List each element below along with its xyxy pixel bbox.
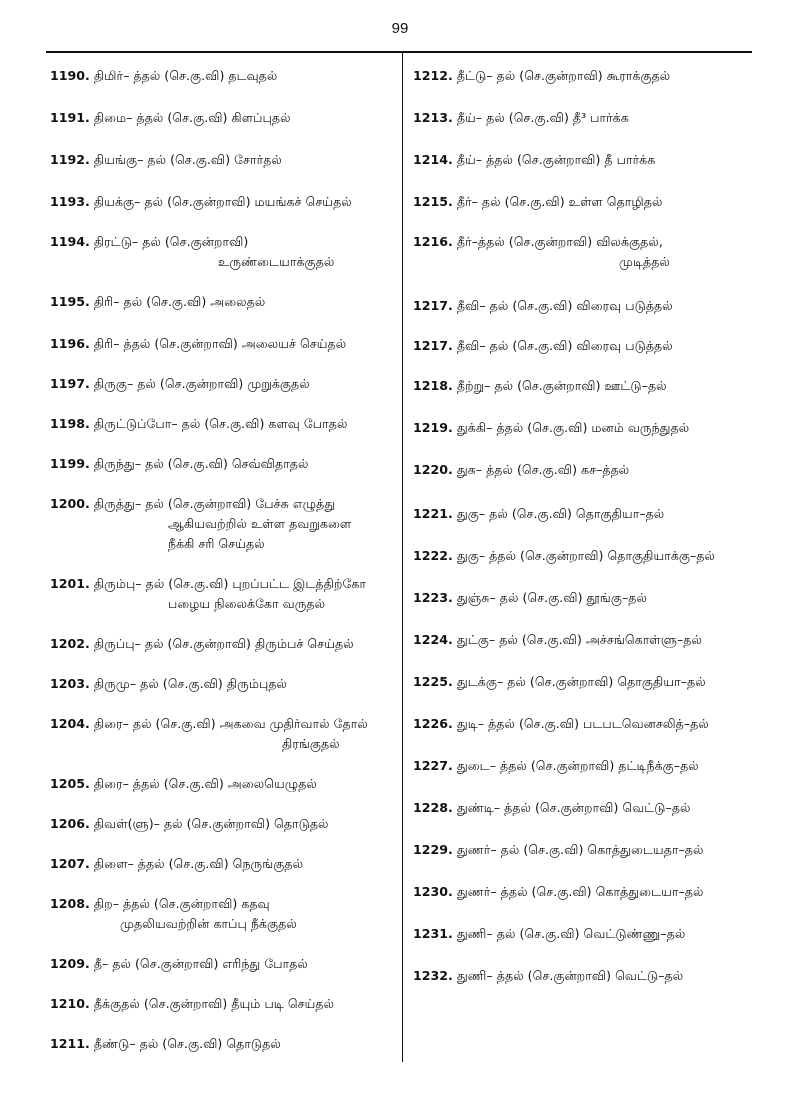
entry-text: திவள்(ளு)– தல் (செ.குன்றாவி) தொடுதல் [89,816,329,831]
entry-continuation: பழைய நிலைக்கோ வருதல் [168,596,326,611]
entry-number: 1201. [50,576,90,591]
entry-continuation: திரங்குதல் [282,736,340,751]
entry-text: தீய்– த்தல் (செ.குன்றாவி) தீ பார்க்க [452,152,656,167]
entry-number: 1208. [50,896,90,911]
entry-text: தியங்கு– தல் (செ.கு.வி) சோர்தல் [89,152,282,167]
entry-text: திருமு– தல் (செ.கு.வி) திரும்புதல் [89,676,287,691]
entry-text: திரி– தல் (செ.கு.வி) அலைதல் [89,294,266,309]
dictionary-entry [413,504,664,524]
entry-text: தீவி– தல் (செ.கு.வி) விரைவு படுத்தல் [452,338,673,353]
entry-number: 1228. [413,800,453,815]
entry-text: திரும்பு– தல் (செ.கு.வி) புறப்பட்ட இடத்திற்கோ [89,576,367,591]
dictionary-entry [413,66,670,86]
entry-number: 1210. [50,996,90,1011]
dictionary-entry [413,840,703,860]
dictionary-entry [413,630,702,650]
entry-number: 1191. [50,110,90,125]
entry-text: தீ– தல் (செ.குன்றாவி) எரிந்து போதல் [89,956,308,971]
dictionary-entry [413,192,662,212]
entry-number: 1217. [413,298,453,313]
dictionary-entry [50,1034,281,1054]
dictionary-entry [50,674,287,694]
entry-text: துடை– த்தல் (செ.குன்றாவி) தட்டிநீக்கு–தல் [452,758,699,773]
entry-number: 1199. [50,456,90,471]
entry-number: 1203. [50,676,90,691]
dictionary-entry [50,292,265,312]
entry-number: 1192. [50,152,90,167]
entry-continuation: உருண்டையாக்குதல் [218,254,335,269]
entry-number: 1225. [413,674,453,689]
dictionary-entry [50,894,297,934]
entry-number: 1224. [413,632,453,647]
entry-number: 1200. [50,496,90,511]
dictionary-entry [50,66,277,86]
dictionary-entry [413,756,699,776]
right-column [413,66,758,1066]
entry-number: 1204. [50,716,90,731]
entry-text: திரை– தல் (செ.கு.வி) அகவை முதிர்வால் தோல் [89,716,368,731]
entry-number: 1222. [413,548,453,563]
entry-text: தீக்குதல் (செ.குன்றாவி) தீயும் படி செய்தல் [89,996,335,1011]
dictionary-entry [50,574,366,614]
dictionary-entry [413,376,667,396]
entry-text: துஞ்சு– தல் (செ.கு.வி) தூங்கு–தல் [452,590,647,605]
entry-text: திருத்து– தல் (செ.குன்றாவி) பேச்சு எழுத்து [89,496,336,511]
entry-text: தீர்– தல் (செ.கு.வி) உள்ள தொழிதல் [452,194,663,209]
entry-text: துணி– த்தல் (செ.குன்றாவி) வெட்டு–தல் [452,968,684,983]
entry-number: 1213. [413,110,453,125]
entry-number: 1195. [50,294,90,309]
entry-text: திற– த்தல் (செ.குன்றாவி) கதவு [89,896,270,911]
entry-continuation: நீக்கி சரி செய்தல் [168,536,265,551]
dictionary-entry [413,232,670,272]
dictionary-entry [50,954,308,974]
entry-number: 1215. [413,194,453,209]
entry-number: 1207. [50,856,90,871]
entry-number: 1232. [413,968,453,983]
dictionary-entry [413,150,655,170]
dictionary-entry [50,414,347,434]
dictionary-entry [50,108,291,128]
entry-number: 1202. [50,636,90,651]
entry-number: 1205. [50,776,90,791]
entry-text: தீவி– தல் (செ.கு.வி) விரைவு படுத்தல் [452,298,673,313]
entry-text: தீற்று– தல் (செ.குன்றாவி) ஊட்டு–தல் [452,378,667,393]
entry-text: திரி– த்தல் (செ.குன்றாவி) அலையச் செய்தல் [89,336,347,351]
dictionary-entry [50,150,282,170]
dictionary-entry [50,494,351,554]
dictionary-entry [413,418,689,438]
entry-number: 1226. [413,716,453,731]
dictionary-entry [50,774,317,794]
entry-number: 1194. [50,234,90,249]
dictionary-entry [50,714,368,754]
entry-number: 1197. [50,376,90,391]
dictionary-entry [413,588,647,608]
dictionary-entry [50,634,354,654]
entry-text: துட்கு– தல் (செ.கு.வி) அச்சங்கொள்ளு–தல் [452,632,702,647]
dictionary-entry [50,334,346,354]
entry-text: துடக்கு– தல் (செ.குன்றாவி) தொகுதியா–தல் [452,674,706,689]
entry-text: திருப்பு– தல் (செ.குன்றாவி) திரும்பச் செய்தல் [89,636,354,651]
page-number: 99 [391,20,409,37]
dictionary-entry [413,798,690,818]
dictionary-entry [50,374,310,394]
entry-number: 1220. [413,462,453,477]
dictionary-entry [50,232,334,272]
entry-number: 1198. [50,416,90,431]
entry-text: தியக்கு– தல் (செ.குன்றாவி) மயங்கச் செய்தல் [89,194,352,209]
entry-number: 1219. [413,420,453,435]
entry-continuation: முதலியவற்றின் காப்பு நீக்குதல் [120,916,297,931]
left-column [50,66,395,1066]
dictionary-entry [50,994,334,1014]
entry-text: திருகு– தல் (செ.குன்றாவி) முறுக்குதல் [89,376,310,391]
entry-text: திரட்டு– தல் (செ.குன்றாவி) [89,234,249,249]
dictionary-entry [50,192,352,212]
dictionary-entry [413,460,629,480]
entry-continuation: முடித்தல் [619,254,670,269]
entry-text: திமிர்– த்தல் (செ.கு.வி) தடவுதல் [89,68,278,83]
entry-text: தீர்–த்தல் (செ.குன்றாவி) விலக்குதல், [452,234,663,249]
entry-text: தீண்டு– தல் (செ.கு.வி) தொடுதல் [89,1036,281,1051]
entry-text: துணி– தல் (செ.கு.வி) வெட்டுண்ணு–தல் [452,926,686,941]
entry-number: 1217. [413,338,453,353]
entry-number: 1230. [413,884,453,899]
dictionary-entry [50,814,329,834]
entry-text: திளை– த்தல் (செ.கு.வி) நெருங்குதல் [89,856,304,871]
entry-text: துடி– த்தல் (செ.கு.வி) படபடவெனசலித்–தல் [452,716,709,731]
entry-text: துண்டி– த்தல் (செ.குன்றாவி) வெட்டு–தல் [452,800,691,815]
dictionary-entry [413,924,685,944]
entry-number: 1209. [50,956,90,971]
dictionary-entry [413,882,703,902]
entry-number: 1206. [50,816,90,831]
entry-text: துணர்– தல் (செ.கு.வி) கொத்துடையதா–தல் [452,842,704,857]
entry-text: திமை– த்தல் (செ.கு.வி) கிளப்புதல் [89,110,291,125]
entry-number: 1229. [413,842,453,857]
entry-number: 1196. [50,336,90,351]
dictionary-entry [413,714,709,734]
entry-text: தீட்டு– தல் (செ.குன்றாவி) கூராக்குதல் [452,68,671,83]
entry-number: 1223. [413,590,453,605]
entry-number: 1227. [413,758,453,773]
entry-number: 1216. [413,234,453,249]
dictionary-entry [50,454,308,474]
entry-number: 1193. [50,194,90,209]
entry-number: 1212. [413,68,453,83]
dictionary-entry [413,336,673,356]
dictionary-entry [413,296,673,316]
entry-number: 1190. [50,68,90,83]
entry-continuation: ஆகியவற்றில் உள்ள தவறுகளை [168,516,352,531]
dictionary-entry [413,108,629,128]
header-rule [46,51,752,53]
dictionary-entry [413,966,683,986]
entry-number: 1214. [413,152,453,167]
entry-text: துக– த்தல் (செ.கு.வி) கச–த்தல் [452,462,630,477]
entry-text: திருந்து– தல் (செ.கு.வி) செவ்விதாதல் [89,456,309,471]
dictionary-entry [413,672,706,692]
entry-text: திருட்டுப்போ– தல் (செ.கு.வி) களவு போதல் [89,416,348,431]
entry-number: 1218. [413,378,453,393]
dictionary-entry [50,854,303,874]
column-divider [402,52,403,1062]
entry-number: 1211. [50,1036,90,1051]
entry-text: தீய்– தல் (செ.கு.வி) தீ³ பார்க்க [452,110,629,125]
entry-text: துகு– த்தல் (செ.குன்றாவி) தொகுதியாக்கு–தல் [452,548,715,563]
entry-text: துணர்– த்தல் (செ.கு.வி) கொத்துடையா–தல் [452,884,704,899]
entry-text: துகு– தல் (செ.கு.வி) தொகுதியா–தல் [452,506,665,521]
entry-number: 1221. [413,506,453,521]
entry-text: துக்கி– த்தல் (செ.கு.வி) மனம் வருந்துதல் [452,420,690,435]
entry-text: திரை– த்தல் (செ.கு.வி) அலையெழுதல் [89,776,317,791]
dictionary-entry [413,546,715,566]
entry-number: 1231. [413,926,453,941]
